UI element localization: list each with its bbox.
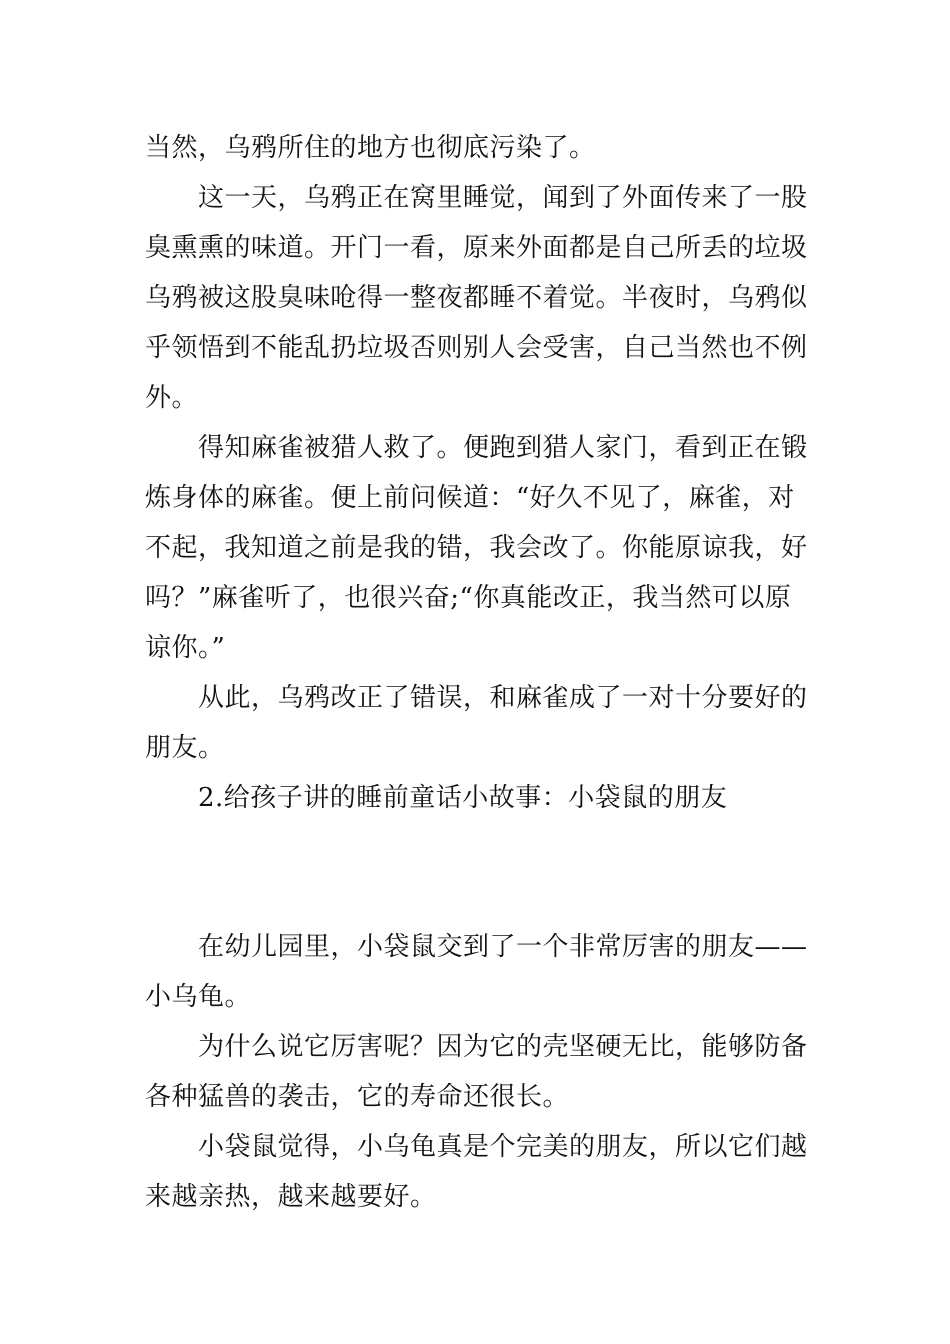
text-line: 吗？”麻雀听了，也很兴奋;“你真能改正，我当然可以原: [145, 583, 792, 613]
text-line: 当然，乌鸦所住的地方也彻底污染了。: [145, 133, 596, 163]
paragraph-line: 在幼儿园里，小袋鼠交到了一个非常厉害的朋友——: [198, 932, 808, 962]
paragraph-line: 小袋鼠觉得，小乌龟真是个完美的朋友，所以它们越: [198, 1132, 808, 1162]
text-line: 不起，我知道之前是我的错，我会改了。你能原谅我，好: [145, 533, 808, 563]
text-line: 各种猛兽的袭击，它的寿命还很长。: [145, 1082, 570, 1112]
paragraph-line: 从此，乌鸦改正了错误，和麻雀成了一对十分要好的: [198, 683, 808, 713]
paragraph-line: 这一天，乌鸦正在窝里睡觉，闻到了外面传来了一股: [198, 183, 808, 213]
paragraph-line: 为什么说它厉害呢？因为它的壳坚硬无比，能够防备: [198, 1032, 808, 1062]
text-line: 炼身体的麻雀。便上前问候道：“好久不见了，麻雀，对: [145, 483, 795, 513]
text-line: 乎领悟到不能乱扔垃圾否则别人会受害，自己当然也不例: [145, 333, 808, 363]
text-line: 小乌龟。: [145, 982, 252, 1012]
text-line: 来越亲热，越来越要好。: [145, 1182, 437, 1212]
paragraph-line: 得知麻雀被猎人救了。便跑到猎人家门，看到正在锻: [198, 433, 808, 463]
text-line: 谅你。”: [145, 633, 226, 663]
text-line: 臭熏熏的味道。开门一看，原来外面都是自己所丢的垃圾: [145, 233, 808, 263]
text-line: 乌鸦被这股臭味呛得一整夜都睡不着觉。半夜时，乌鸦似: [145, 283, 808, 313]
section-heading: 2.给孩子讲的睡前童话小故事：小袋鼠的朋友: [198, 783, 728, 813]
text-line: 外。: [145, 383, 199, 413]
text-line: 朋友。: [145, 733, 225, 763]
